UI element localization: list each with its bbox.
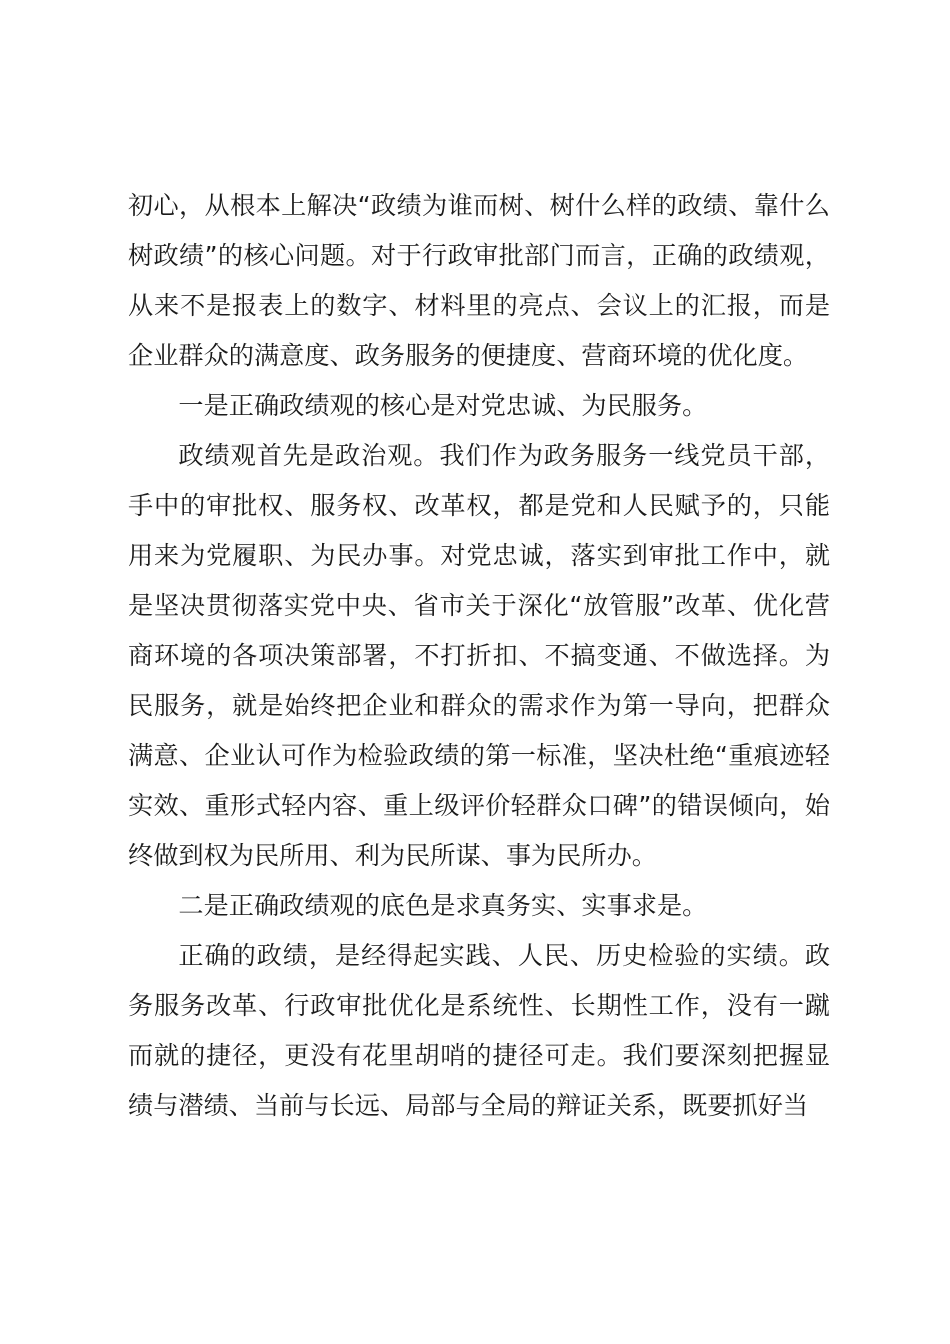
paragraph-2: 政绩观首先是政治观。我们作为政务服务一线党员干部，手中的审批权、服务权、改革权，都是党和人民赋予的，只能用来为党履职、为民办事。对党忠诚，落实到审批工作中，就是坚决贯彻落实党中央、省市关于深化“放管服”改革、优化营商环境的各项决策部署，不打折扣、不搞变通、不做选择。为民服务，就是始终把企业和群众的需求作为第一导向，把群众满意、企业认可作为检验政绩的第一标准，坚决杜绝“重痕迹轻实效、重形式轻内容、重上级评价轻群众口碑”的错误倾向，始终做到权为民所用、利为民所谋、事为民所办。	[128, 441, 830, 870]
section-heading-1: 一是正确政绩观的核心是对党忠诚、为民服务。	[178, 391, 708, 420]
section-heading-2: 二是正确政绩观的底色是求真务实、实事求是。	[178, 891, 708, 920]
paragraph-1: 初心，从根本上解决“政绩为谁而树、树什么样的政绩、靠什么树政绩”的核心问题。对于行政审批部门而言，正确的政绩观，从来不是报表上的数字、材料里的亮点、会议上的汇报，而是企业群众的满意度、政务服务的便捷度、营商环境的优化度。	[128, 191, 830, 370]
paragraph-3: 正确的政绩，是经得起实践、人民、历史检验的实绩。政务服务改革、行政审批优化是系统性、长期性工作，没有一蹴而就的捷径，更没有花里胡哨的捷径可走。我们要深刻把握显绩与潜绩、当前与长远、局部与全局的辩证关系，既要抓好当	[128, 941, 830, 1120]
document-body	[128, 181, 830, 1131]
